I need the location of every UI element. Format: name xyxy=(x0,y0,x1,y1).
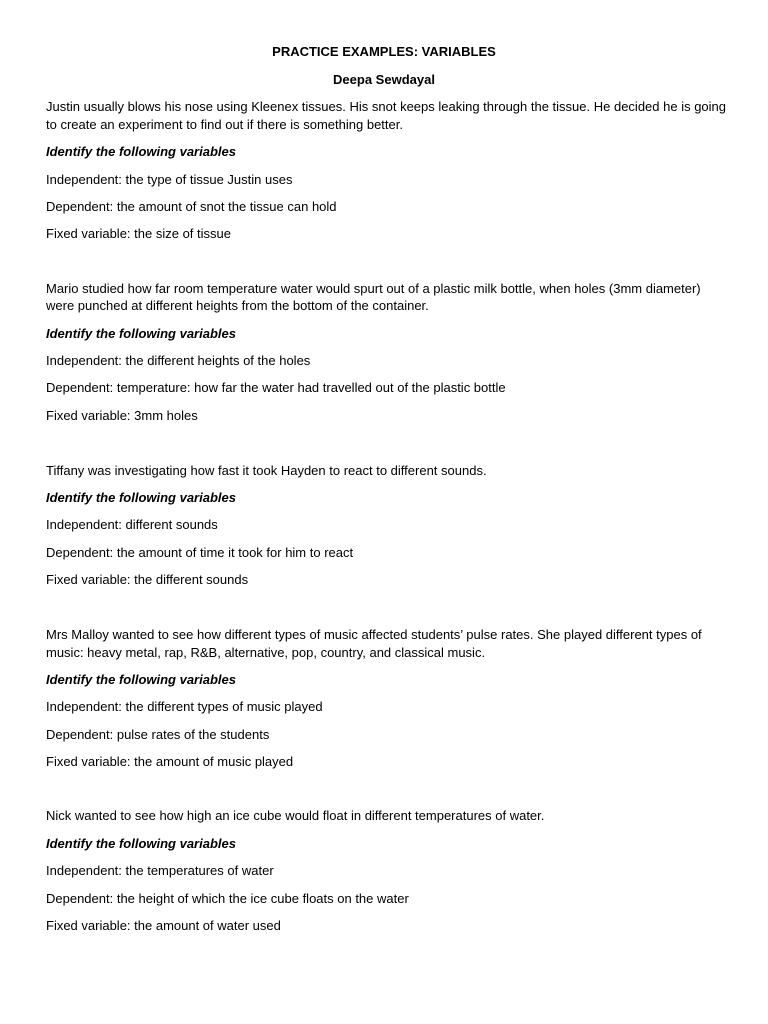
independent-variable: Independent: the temperatures of water xyxy=(46,863,274,878)
identify-prompt: Identify the following variables xyxy=(46,326,236,341)
identify-prompt: Identify the following variables xyxy=(46,836,236,851)
fixed-variable: Fixed variable: the amount of music played xyxy=(46,754,294,769)
dependent-variable: Dependent: the amount of time it took for him to react xyxy=(46,545,354,560)
scenario-line: to create an experiment to find out if there is something better. xyxy=(46,117,403,132)
scenario-line: Nick wanted to see how high an ice cube would float in different temperatures of water. xyxy=(46,808,545,823)
document-title: PRACTICE EXAMPLES: VARIABLES xyxy=(272,44,496,59)
fixed-variable: Fixed variable: the size of tissue xyxy=(46,226,231,241)
identify-prompt: Identify the following variables xyxy=(46,490,236,505)
scenario-line: Mario studied how far room temperature water would spurt out of a plastic milk bottle, when holes (3mm diameter) xyxy=(46,281,701,296)
independent-variable: Independent: different sounds xyxy=(46,517,218,532)
scenario-line: were punched at different heights from the bottom of the container. xyxy=(46,298,429,313)
fixed-variable: Fixed variable: the different sounds xyxy=(46,572,249,587)
independent-variable: Independent: the different types of music played xyxy=(46,699,323,714)
scenario-line: Tiffany was investigating how fast it took Hayden to react to different sounds. xyxy=(46,463,487,478)
identify-prompt: Identify the following variables xyxy=(46,672,236,687)
document-author: Deepa Sewdayal xyxy=(333,72,435,87)
dependent-variable: Dependent: the amount of snot the tissue can hold xyxy=(46,199,337,214)
scenario-line: music: heavy metal, rap, R&B, alternative, pop, country, and classical music. xyxy=(46,645,486,660)
fixed-variable: Fixed variable: the amount of water used xyxy=(46,918,281,933)
scenario-line: Justin usually blows his nose using Kleenex tissues. His snot keeps leaking through the tissue. He decided he is going xyxy=(46,99,727,114)
dependent-variable: Dependent: temperature: how far the water had travelled out of the plastic bottle xyxy=(46,380,506,395)
independent-variable: Independent: the different heights of the holes xyxy=(46,353,311,368)
dependent-variable: Dependent: pulse rates of the students xyxy=(46,727,270,742)
identify-prompt: Identify the following variables xyxy=(46,144,236,159)
independent-variable: Independent: the type of tissue Justin uses xyxy=(46,172,293,187)
fixed-variable: Fixed variable: 3mm holes xyxy=(46,408,198,423)
scenario-line: Mrs Malloy wanted to see how different types of music affected students’ pulse rates. She played different types of xyxy=(46,627,702,642)
dependent-variable: Dependent: the height of which the ice cube floats on the water xyxy=(46,891,409,906)
